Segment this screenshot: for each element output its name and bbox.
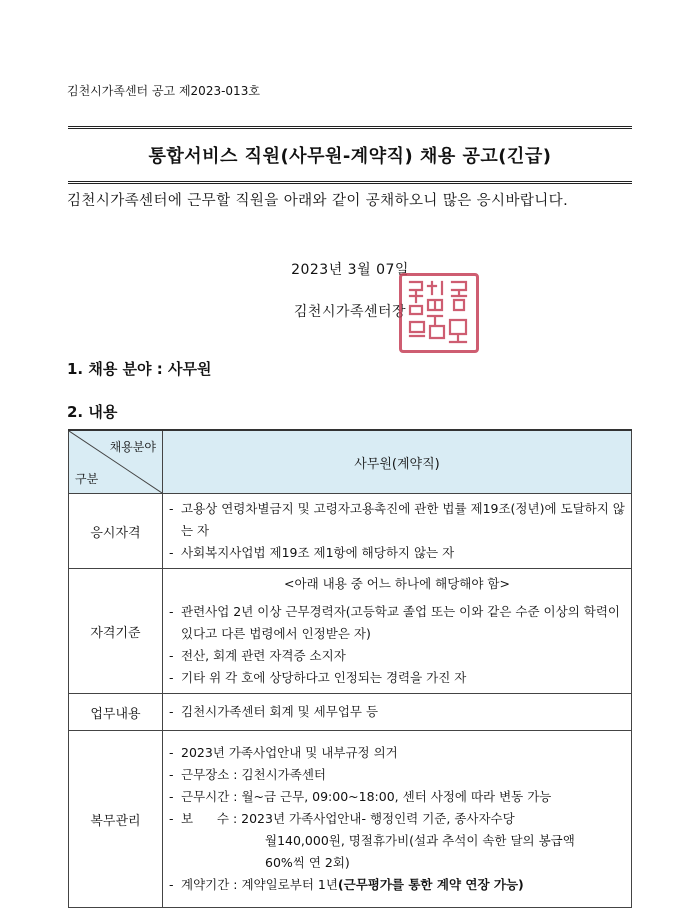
section-contents: 2. 내용 [67,403,118,421]
list-item-continuation: 월140,000원, 명절휴가비(설과 추석이 속한 달의 봉급액 [265,833,575,848]
official-seal-icon [399,273,479,353]
row-label-duties: 업무내용 [69,694,163,731]
row-content-service [163,731,632,908]
row-label-eligibility: 응시자격 [69,494,163,569]
list-item: - 관련사업 2년 이상 근무경력자(고등학교 졸업 또는 이와 같은 수준 이상의 학력이 있다고 다른 법령에서 인정받은 자) [169,604,620,641]
list-item: - 전산, 회계 관련 자격증 소지자 [169,648,346,663]
details-table [68,429,632,908]
list-item: - 근무시간 : 월~금 근무, 09:00~18:00, 센터 사정에 따라 변동 가능 [169,789,552,804]
table-row [69,494,632,569]
header-value: 사무원(계약직) [163,430,632,494]
list-item: - 계약기간 : 계약일로부터 1년(근무평가를 통한 계약 연장 가능) [169,877,524,892]
list-item: - 사회복지사업법 제19조 제1항에 해당하지 않는 자 [169,545,455,560]
document-title: 통합서비스 직원(사무원-계약직) 채용 공고(긴급) [148,146,552,167]
list-item: - 고용상 연령차별금지 및 고령자고용촉진에 관한 법률 제19조(정년)에 도달하지 않는 자 [169,501,625,538]
contract-extension-note: (근무평가를 통한 계약 연장 가능) [337,877,524,892]
row-content-duties [163,694,632,731]
table-row [69,731,632,908]
list-item-continuation: 60%씩 연 2회) [265,855,350,870]
table-row [69,694,632,731]
header-diagonal-cell [69,430,163,494]
table-header-row [69,430,632,494]
row-label-qualification: 자격기준 [69,569,163,694]
title-box [68,126,632,184]
announcement-date: 2023년 3월 07일 [291,262,409,278]
row-content-eligibility [163,494,632,569]
list-item: - 김천시가족센터 회계 및 세무업무 등 [169,704,379,719]
notice-number: 김천시가족센터 공고 제2023-013호 [67,84,260,98]
row-label-service: 복무관리 [69,731,163,908]
list-item: - 기타 위 각 호에 상당하다고 인정되는 경력을 가진 자 [169,670,467,685]
header-field-label: 채용분야 [109,440,156,454]
intro-paragraph: 김천시가족센터에 근무할 직원을 아래와 같이 공채하오니 많은 응시바랍니다. [67,193,569,209]
table-row [69,569,632,694]
qualification-note: <아래 내용 중 어느 하나에 해당해야 함> [284,576,510,591]
header-category-label: 구분 [75,472,99,486]
row-content-qualification [163,569,632,694]
section-recruit-field: 1. 채용 분야 : 사무원 [67,360,212,378]
list-item: - 보 수 : 2023년 가족사업안내- 행정인력 기준, 종사자수당 [169,811,515,826]
list-item: - 근무장소 : 김천시가족센터 [169,767,326,782]
list-item: - 2023년 가족사업안내 및 내부규정 의거 [169,745,398,760]
sender-name: 김천시가족센터장 [293,304,407,320]
